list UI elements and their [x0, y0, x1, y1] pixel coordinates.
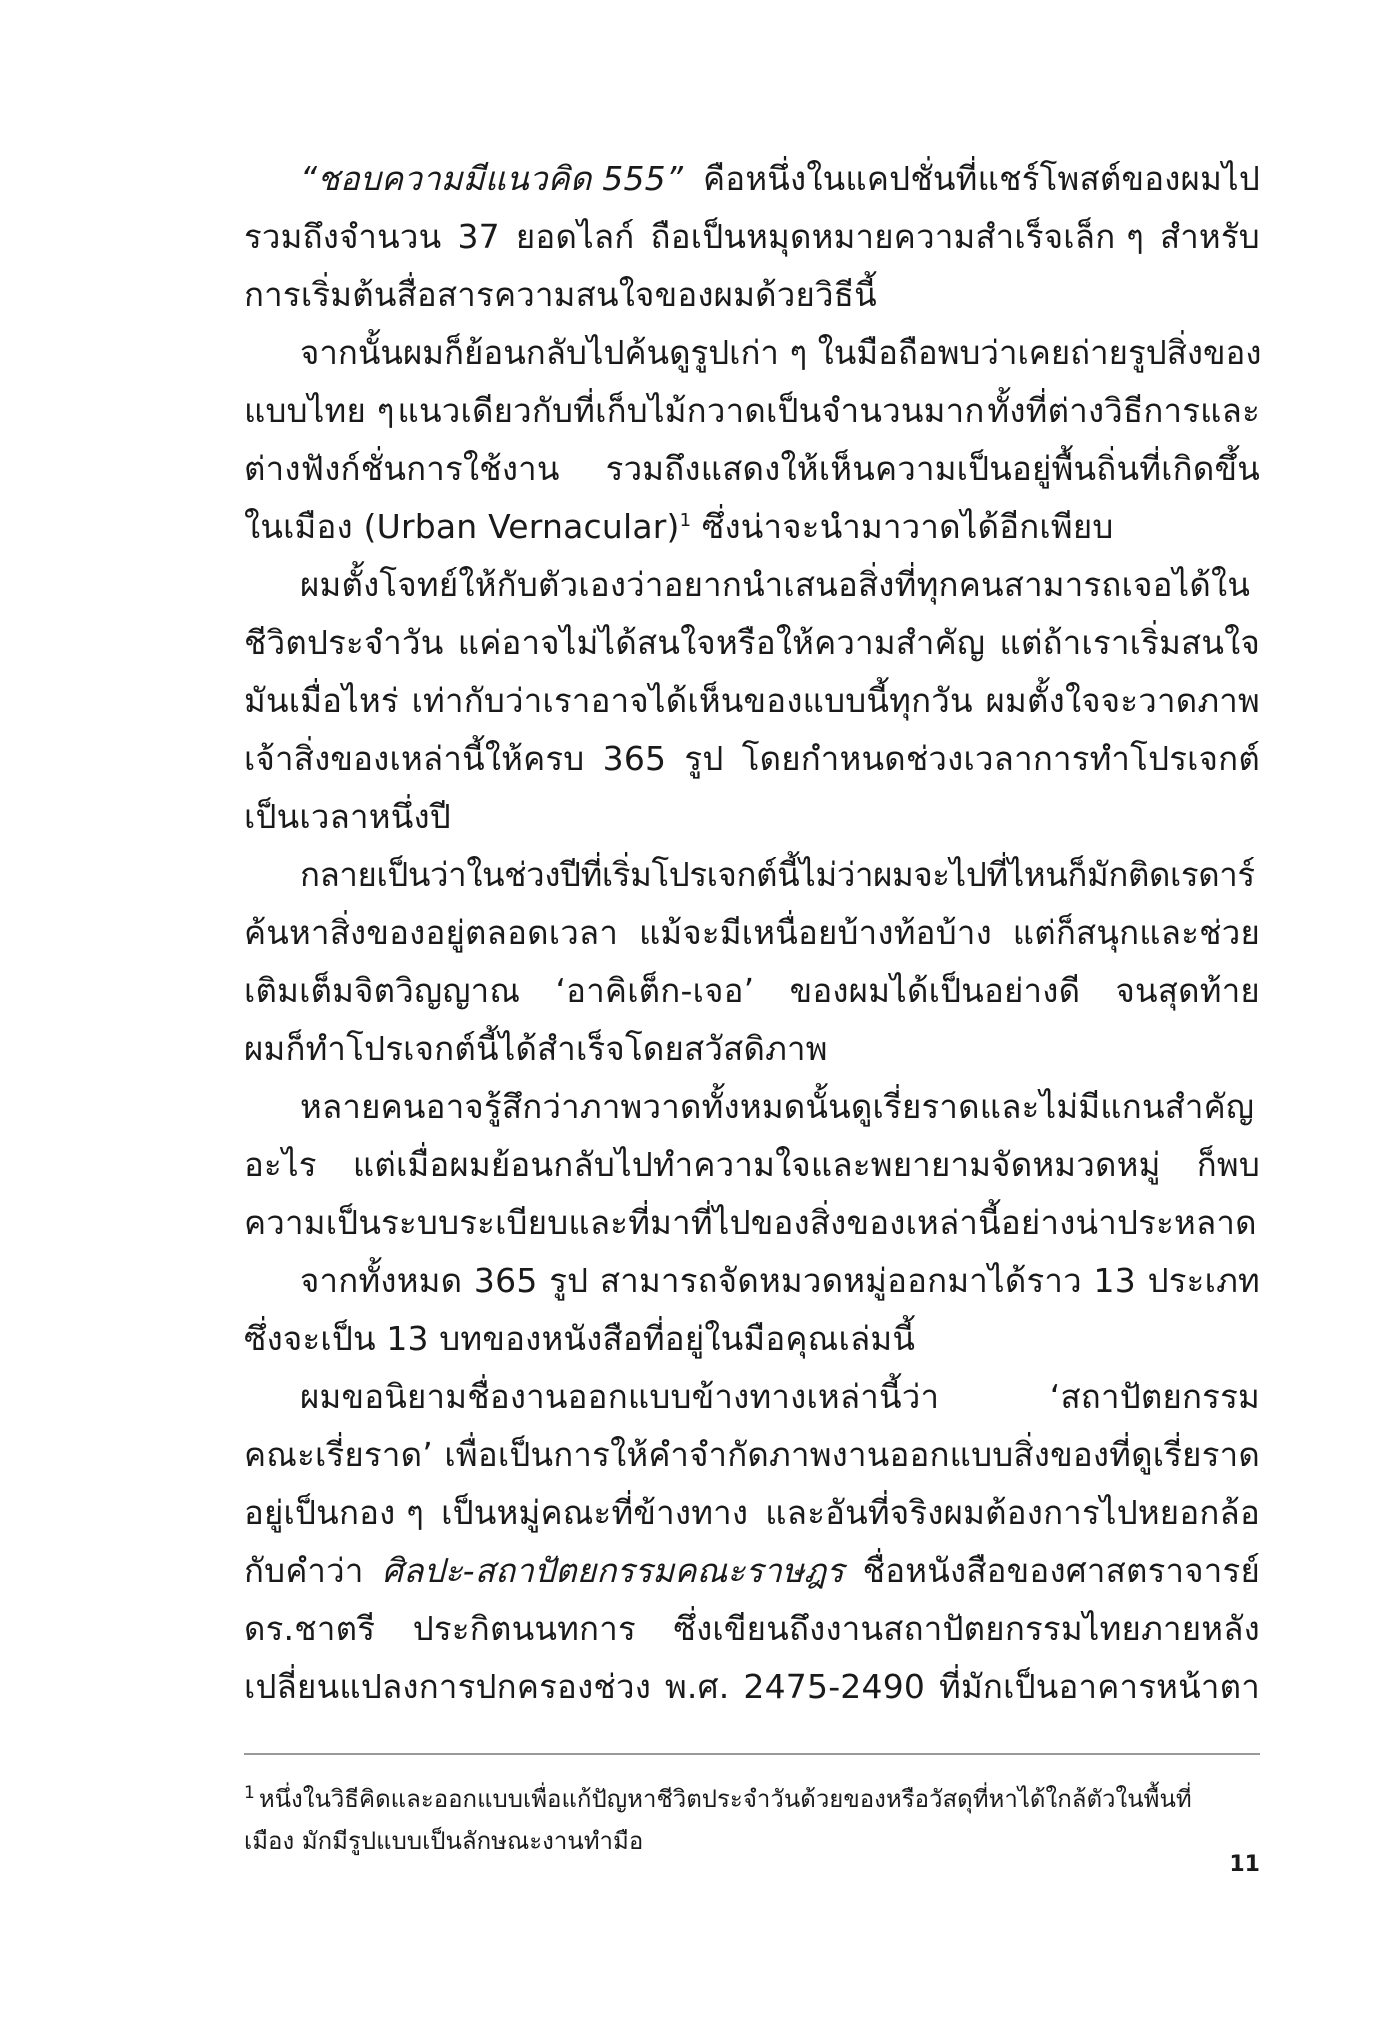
- text-segment: รูป: [549, 1261, 589, 1300]
- text-segment: สำหรับ: [1160, 217, 1260, 256]
- text-segment: 365: [473, 1261, 538, 1300]
- text-line: [244, 846, 1260, 904]
- text-segment: แบบไทย ๆ: [244, 391, 395, 430]
- text-line: [244, 904, 1260, 962]
- text-line: [244, 1252, 1260, 1310]
- text-segment: ยอดไลก์: [515, 217, 635, 256]
- text-segment: ก็พบ: [1196, 1145, 1260, 1184]
- text-segment: รวมถึงจำนวน: [244, 217, 442, 256]
- text-segment: เป็นเวลาหนึ่งปี: [244, 797, 451, 836]
- text-segment: แค่อาจไม่ได้สนใจหรือให้ความสำคัญ: [457, 623, 986, 662]
- text-segment-with-footnote-ref: [244, 498, 691, 556]
- text-line: [244, 1658, 1260, 1716]
- text-segment: พบว่าเคยถ่ายรูปสิ่งของ: [937, 333, 1262, 372]
- text-line: [244, 382, 1260, 440]
- text-segment: ประกิตนนทการ: [412, 1609, 636, 1648]
- text-segment: เปลี่ยนแปลงการปกครองช่วง: [244, 1667, 652, 1706]
- footnote-line: [244, 1820, 1260, 1862]
- text-segment: จนสุดท้าย: [1115, 971, 1260, 1010]
- footnote-text: [244, 1778, 1192, 1820]
- text-line: [244, 1484, 1260, 1542]
- text-line: [244, 788, 1260, 846]
- text-line: [244, 1136, 1260, 1194]
- text-line: [244, 1310, 1260, 1368]
- text-segment: ที่มักเป็นอาคารหน้าตา: [939, 1667, 1260, 1706]
- text-segment: ‘สถาปัตยกรรม: [1049, 1377, 1260, 1416]
- text-segment: โดยกำหนดช่วงเวลาการทำโปรเจกต์: [741, 739, 1260, 778]
- text-segment: แนวเดียวกับที่เก็บไม้กวาดเป็นจำนวนมาก: [397, 391, 985, 430]
- text-segment: ชื่อหนังสือของศาสตราจารย์: [862, 1551, 1260, 1590]
- text-line: [244, 150, 1260, 208]
- text-segment: ผมขอนิยามชื่องานออกแบบข้างทางเหล่านี้ว่า: [300, 1377, 940, 1416]
- text-segment: ดร.ชาตรี: [244, 1609, 376, 1648]
- footnote-reference: 1: [679, 510, 692, 531]
- text-segment: ความเป็นระบบระเบียบและที่มาที่ไปของสิ่งของเหล่านี้อย่างน่าประหลาด: [244, 1203, 1257, 1242]
- text-segment: เท่ากับว่าเราอาจได้เห็นของแบบนี้ทุกวัน: [411, 681, 973, 720]
- text-segment: พ.ศ.: [664, 1667, 730, 1706]
- text-segment: 13: [386, 1319, 429, 1358]
- text-segment: ชีวิตประจำวัน: [244, 623, 444, 662]
- text-segment: ถือเป็นหมุดหมายความสำเร็จเล็ก ๆ: [650, 217, 1145, 256]
- text-segment: เพื่อเป็นการให้คำจำกัดภาพงานออกแบบสิ่งของที่ดูเรี่ยราด: [444, 1435, 1260, 1474]
- text-segment: ซึ่งน่าจะนำมาวาดได้อีกเพียบ: [701, 507, 1114, 546]
- text-segment: รูป: [684, 739, 724, 778]
- text-segment: รวมถึงแสดงให้เห็นความเป็นอยู่พื้นถิ่นที่เกิดขึ้น: [605, 449, 1260, 488]
- text-segment: ในเมือง (Urban Vernacular): [244, 507, 680, 546]
- text-segment: จากทั้งหมด: [300, 1261, 463, 1300]
- text-segment: 365: [602, 739, 667, 778]
- text-segment: ผมก็ทำโปรเจกต์นี้ได้สำเร็จโดยสวัสดิภาพ: [244, 1029, 828, 1068]
- footnote-line: [244, 1778, 1260, 1820]
- text-segment: คือหนึ่งในแคปชั่นที่แชร์โพสต์ของผมไป: [703, 159, 1260, 198]
- text-segment: อะไร: [244, 1145, 317, 1184]
- text-segment: แต่ถ้าเราเริ่มสนใจ: [999, 623, 1260, 662]
- text-segment: เจ้าสิ่งของเหล่านี้ให้ครบ: [244, 739, 585, 778]
- text-line: [244, 1078, 1260, 1136]
- text-segment: และอันที่จริงผมต้องการไปหยอกล้อ: [765, 1493, 1260, 1532]
- text-line: [244, 1020, 1260, 1078]
- text-segment: 13: [1093, 1261, 1136, 1300]
- text-line: [244, 498, 1260, 556]
- text-line: [244, 208, 1260, 266]
- text-segment: จากนั้นผมก็ย้อนกลับไปค้นดูรูปเก่า ๆ ในมือถือ: [300, 333, 938, 372]
- text-line: [244, 1600, 1260, 1658]
- footnote: [244, 1778, 1260, 1862]
- text-segment: แม้จะมีเหนื่อยบ้างท้อบ้าง: [638, 913, 992, 952]
- text-segment: ซึ่งเขียนถึงงานสถาปัตยกรรมไทยภายหลัง: [673, 1609, 1260, 1648]
- text-line: [244, 962, 1260, 1020]
- footnote-number: 1: [244, 1783, 255, 1803]
- text-line: [244, 266, 1260, 324]
- text-line: [244, 1426, 1260, 1484]
- text-segment: ประเภท: [1147, 1261, 1260, 1300]
- text-segment: ต่างฟังก์ชั่นการใช้งาน: [244, 449, 560, 488]
- text-segment: เมือง: [244, 1827, 295, 1855]
- text-line: [244, 614, 1260, 672]
- text-segment: แต่ก็สนุกและช่วย: [1012, 913, 1260, 952]
- text-segment: ของผมได้เป็นอย่างดี: [789, 971, 1081, 1010]
- text-segment: หลายคนอาจรู้สึกว่าภาพวาดทั้งหมดนั้นดูเรี่ยราดและไม่มีแกนสำคัญ: [300, 1087, 1255, 1126]
- text-line: [244, 672, 1260, 730]
- quoted-caption: “ชอบความมีแนวคิด 555”: [300, 159, 684, 198]
- book-title: ศิลปะ-สถาปัตยกรรมคณะราษฎร: [382, 1551, 845, 1590]
- text-line: [244, 730, 1260, 788]
- text-line: [244, 1368, 1260, 1426]
- text-segment: ซึ่งจะเป็น: [244, 1319, 376, 1358]
- footnote-divider: [244, 1753, 1260, 1755]
- text-segment: คณะเรี่ยราด’: [244, 1435, 433, 1474]
- text-line: [244, 440, 1260, 498]
- text-segment: มักมีรูปแบบเป็นลักษณะงานทำมือ: [301, 1827, 644, 1855]
- text-segment: การเริ่มต้นสื่อสารความสนใจของผมด้วยวิธีนี้: [244, 275, 877, 314]
- text-segment: 37: [457, 217, 500, 256]
- text-segment: แต่เมื่อผมย้อนกลับไปทำความใจและพยายามจัดหมวดหมู่: [352, 1145, 1161, 1184]
- text-segment: สามารถจัดหมวดหมู่ออกมาได้ราว: [599, 1261, 1082, 1300]
- text-segment: เป็นหมู่คณะที่ข้างทาง: [441, 1493, 749, 1532]
- text-line: [244, 1542, 1260, 1600]
- text-line: [244, 1194, 1260, 1252]
- text-line: [244, 324, 1260, 382]
- text-segment: กับคำว่า: [244, 1551, 364, 1590]
- page-number: 11: [1229, 1852, 1260, 1877]
- text-segment: ทั้งที่ต่างวิธีการและ: [987, 391, 1260, 430]
- text-segment: ผมตั้งใจจะวาดภาพ: [985, 681, 1260, 720]
- body-text: [244, 150, 1260, 1716]
- text-segment: ค้นหาสิ่งของอยู่ตลอดเวลา: [244, 913, 619, 952]
- text-segment: อยู่เป็นกอง ๆ: [244, 1493, 425, 1532]
- text-line: [244, 556, 1260, 614]
- text-segment: ‘อาคิเต็ก-เจอ’: [555, 971, 755, 1010]
- text-segment: มันเมื่อไหร่: [244, 681, 399, 720]
- text-segment: 2475-2490: [743, 1667, 926, 1706]
- text-segment: กลายเป็นว่าในช่วงปีที่เริ่มโปรเจกต์นี้ไม่ว่าผมจะไปที่ไหนก็มักติดเรดาร์: [300, 855, 1255, 894]
- text-segment: ผมตั้งโจทย์ให้กับตัวเองว่าอยากนำเสนอสิ่งที่ทุกคนสามารถเจอได้ใน: [300, 565, 1251, 604]
- text-segment: หนึ่งในวิธีคิดและออกแบบเพื่อแก้ปัญหาชีวิตประจำวันด้วยของหรือวัสดุที่หาได้ใกล้ตัวในพื้นที่: [258, 1785, 1192, 1813]
- text-segment: เติมเต็มจิตวิญญาณ: [244, 971, 521, 1010]
- text-segment: บทของหนังสือที่อยู่ในมือคุณเล่มนี้: [439, 1319, 916, 1358]
